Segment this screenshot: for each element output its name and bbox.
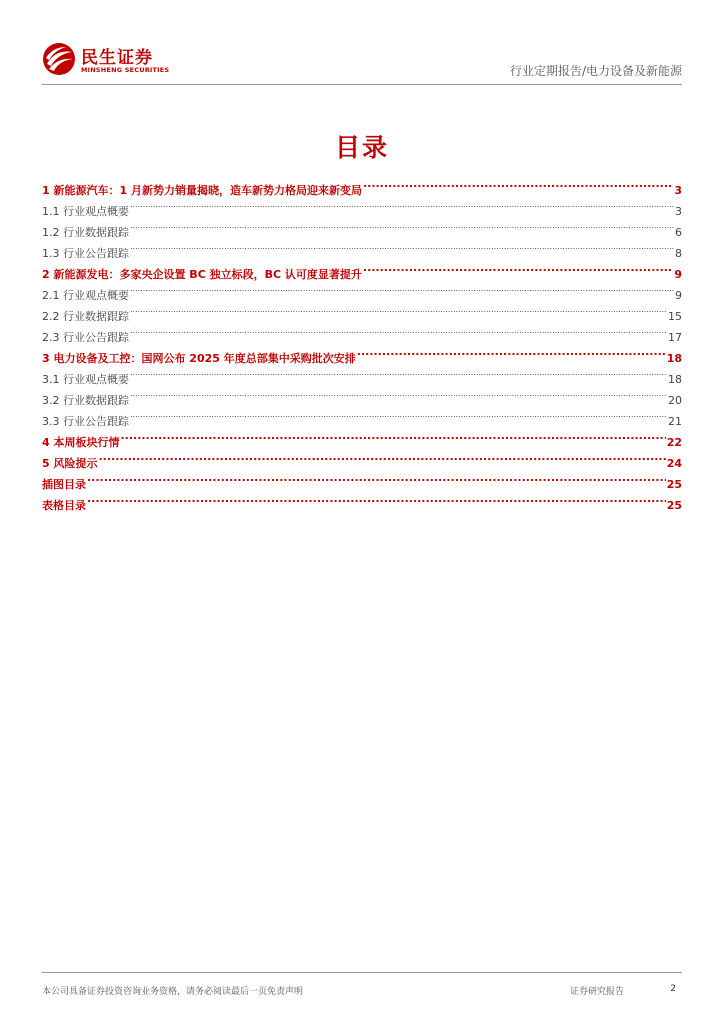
toc-entry-page: 25 xyxy=(666,478,682,491)
toc-entry-page: 21 xyxy=(668,415,682,428)
toc-entry[interactable] xyxy=(42,278,682,302)
toc-entry-page: 17 xyxy=(668,331,682,344)
toc-entry[interactable] xyxy=(42,257,682,281)
toc-entry-label: 3.3 行业公告跟踪 xyxy=(42,415,129,428)
toc-entry-label: 1 新能源汽车：1 月新势力销量揭晓，造车新势力格局迎来新变局 xyxy=(42,184,362,197)
toc-entry-label: 2 新能源发电：多家央企设置 BC 独立标段，BC 认可度显著提升 xyxy=(42,268,362,281)
toc-entry-page: 3 xyxy=(674,184,682,197)
minsheng-logo-icon xyxy=(42,42,76,76)
toc-entry-label: 1.2 行业数据跟踪 xyxy=(42,226,129,239)
toc-entry-page: 3 xyxy=(675,205,682,218)
toc-entry[interactable] xyxy=(42,383,682,407)
toc-entry-label: 3 电力设备及工控：国网公布 2025 年度总部集中采购批次安排 xyxy=(42,352,356,365)
toc-title: 目录 xyxy=(334,133,389,162)
toc-entry-page: 8 xyxy=(675,247,682,260)
footer-page-number: 2 xyxy=(670,984,676,994)
toc-entry-label: 5 风险提示 xyxy=(42,457,98,470)
table-of-contents xyxy=(42,173,682,512)
toc-leader-dots xyxy=(120,425,665,446)
toc-entry[interactable] xyxy=(42,194,682,218)
footer-disclaimer: 本公司具备证券投资咨询业务资格，请务必阅读最后一页免责声明 xyxy=(42,987,304,997)
toc-entry[interactable] xyxy=(42,446,682,470)
toc-entry[interactable] xyxy=(42,467,682,491)
company-logo xyxy=(42,42,182,78)
toc-leader-dots xyxy=(130,320,667,341)
toc-entry-label: 插图目录 xyxy=(42,478,86,491)
toc-entry[interactable] xyxy=(42,425,682,449)
toc-entry-page: 25 xyxy=(666,499,682,512)
toc-entry[interactable] xyxy=(42,488,682,512)
toc-leader-dots xyxy=(87,488,666,509)
toc-leader-dots xyxy=(130,362,667,383)
page-header xyxy=(42,40,682,85)
footer-document-type: 证券研究报告 xyxy=(569,987,624,997)
toc-entry-label: 3.2 行业数据跟踪 xyxy=(42,394,129,407)
toc-leader-dots xyxy=(130,236,674,257)
logo-chinese-name: 民生证券 xyxy=(81,48,153,68)
toc-leader-dots xyxy=(130,383,667,404)
toc-entry-page: 9 xyxy=(675,289,682,302)
toc-entry-label: 表格目录 xyxy=(42,499,86,512)
toc-entry[interactable] xyxy=(42,173,682,197)
toc-leader-dots xyxy=(130,404,667,425)
logo-english-name: MINSHENG SECURITIES xyxy=(81,66,170,74)
toc-leader-dots xyxy=(130,299,667,320)
toc-leader-dots xyxy=(363,173,673,194)
toc-entry-label: 3.1 行业观点概要 xyxy=(42,373,129,386)
toc-entry-label: 2.3 行业公告跟踪 xyxy=(42,331,129,344)
toc-leader-dots xyxy=(130,215,674,236)
toc-entry-label: 1.1 行业观点概要 xyxy=(42,205,129,218)
toc-entry-page: 20 xyxy=(668,394,682,407)
toc-leader-dots xyxy=(357,341,666,362)
toc-entry-page: 18 xyxy=(666,352,682,365)
toc-leader-dots xyxy=(130,278,674,299)
toc-entry-label: 2.1 行业观点概要 xyxy=(42,289,129,302)
toc-entry-label: 1.3 行业公告跟踪 xyxy=(42,247,129,260)
toc-entry[interactable] xyxy=(42,341,682,365)
toc-entry-label: 2.2 行业数据跟踪 xyxy=(42,310,129,323)
toc-entry-page: 18 xyxy=(668,373,682,386)
toc-entry[interactable] xyxy=(42,299,682,323)
toc-leader-dots xyxy=(98,446,665,467)
toc-leader-dots xyxy=(87,467,666,488)
toc-leader-dots xyxy=(130,194,674,215)
toc-entry-page: 24 xyxy=(666,457,682,470)
toc-entry-page: 15 xyxy=(668,310,682,323)
toc-entry[interactable] xyxy=(42,320,682,344)
page-footer xyxy=(42,972,682,1003)
toc-entry[interactable] xyxy=(42,404,682,428)
toc-entry[interactable] xyxy=(42,215,682,239)
toc-entry-page: 22 xyxy=(666,436,682,449)
toc-entry[interactable] xyxy=(42,362,682,386)
toc-entry-label: 4 本周板块行情 xyxy=(42,436,120,449)
toc-entry-page: 9 xyxy=(674,268,682,281)
report-category: 行业定期报告/电力设备及新能源 xyxy=(509,64,682,78)
toc-entry-page: 6 xyxy=(675,226,682,239)
toc-leader-dots xyxy=(363,257,673,278)
toc-entry[interactable] xyxy=(42,236,682,260)
